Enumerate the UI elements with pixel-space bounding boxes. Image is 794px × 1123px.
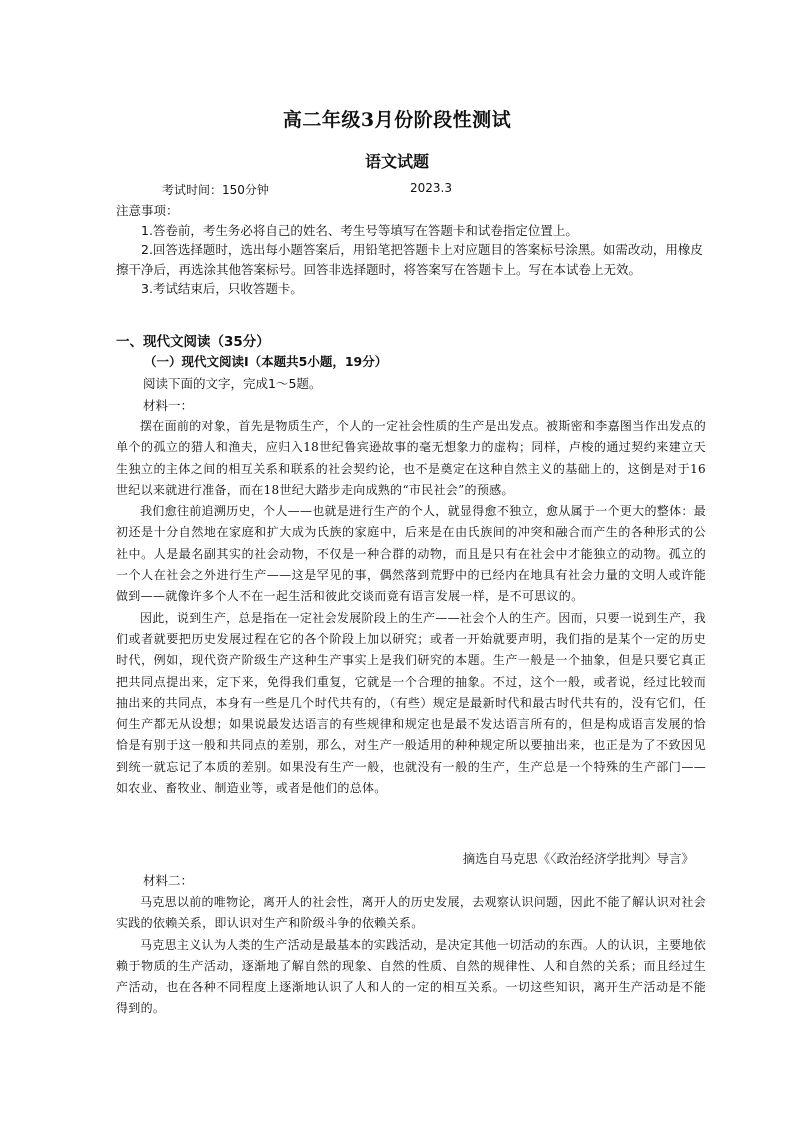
material1-text	[116, 416, 706, 799]
notes-heading: 注意事项：	[116, 203, 179, 218]
exam-notes	[116, 201, 706, 299]
exam-date: 2023.3	[410, 181, 452, 195]
material2-label: 材料二：	[143, 873, 194, 888]
note-item: 1.答卷前，考生务必将自己的姓名、考生号等填写在答题卡和试卷指定位置上。	[141, 222, 578, 238]
exam-title: 高二年级3月份阶段性测试	[282, 109, 512, 131]
material2-paragraph: 马克思以前的唯物论，离开人的社会性，离开人的历史发展，去观察认识问题，因此不能了解认识对社会实践的依赖关系，即认识对生产和阶级斗争的依赖关系。	[116, 895, 706, 931]
subsection-heading: （一）现代文阅读Ⅰ（本题共5小题，19分）	[144, 354, 388, 369]
note-item: 3.考试结束后，只收答题卡。	[141, 281, 303, 296]
material2-text	[116, 892, 706, 1020]
material2-paragraph: 马克思主义认为人类的生产活动是最基本的实践活动，是决定其他一切活动的东西。人的认识，主要地依赖于物质的生产活动，逐渐地了解自然的现象、自然的性质、自然的规律性、人和自然的关系；而且经过生产活动，也在各种不同程度上逐渐地认识了人和人的一定的相互关系。一切这些知识，离开生产活动是不能得到的。	[116, 937, 706, 1016]
note-item: 2.回答选择题时，选出每小题答案后，用铅笔把答题卡上对应题目的答案标号涂黑。如需改动，用橡皮擦干净后，再选涂其他答案标号。回答非选择题时，将答案写在答题卡上。写在本试卷上无效。	[116, 242, 703, 277]
material1-paragraph: 摆在面前的对象，首先是物质生产，个人的一定社会性质的生产是出发点。被斯密和李嘉图当作出发点的单个的孤立的猎人和渔夫，应归入18世纪鲁宾逊故事的毫无想象力的虚构；同样，卢梭的通过契约来建立天生独立的主体之间的相互关系和联系的社会契约论，也不是奠定在这种自然主义的基础上的，这倒是对于16世纪以来就进行准备，而在18世纪大踏步走向成熟的“市民社会”的预感。	[116, 419, 706, 497]
material1-label: 材料一：	[143, 398, 194, 413]
material1-paragraph: 因此，说到生产，总是指在一定社会发展阶段上的生产——社会个人的生产。因而，只要一说到生产，我们或者就要把历史发展过程在它的各个阶段上加以研究；或者一开始就要声明，我们指的是某个一定的历史时代，例如，现代资产阶级生产这种生产事实上是我们研究的本题。生产一般是一个抽象，但是只要它真正把共同点提出来，定下来，免得我们重复，它就是一个合理的抽象。不过，这个一般，或者说，经过比较而抽出来的共同点，本身有一些是几个时代共有的，（有些）规定是最新时代和最古时代共有的，没有它们，任何生产都无从设想；如果说最发达语言的有些规律和规定也是最不发达语言所有的，但是构成语言发展的恰恰是有别于这一般和共同点的差别，那么，对生产一般适用的种种规定所以要抽出来，也正是为了不致因见到统一就忘记了本质的差别。如果没有生产一般，也就没有一般的生产，生产总是一个特殊的生产部门——如农业、畜牧业、制造业等，或者是他们的总体。	[116, 610, 706, 796]
reading-instruction: 阅读下面的文字，完成1～5题。	[143, 376, 322, 391]
material1-paragraph: 我们愈往前追溯历史，个人——也就是进行生产的个人，就显得愈不独立，愈从属于一个更大的整体：最初还是十分自然地在家庭和扩大成为氏族的家庭中，后来是在由氏族间的冲突和融合而产生的各种形式的公社中。人是最名副其实的社会动物，不仅是一种合群的动物，而且是只有在社会中才能独立的动物。孤立的一个人在社会之外进行生产——这是罕见的事，偶然落到荒野中的已经内在地具有社会力量的文明人或许能做到——就像许多个人不在一起生活和彼此交谈而竟有语言发展一样，是不可思议的。	[116, 504, 706, 604]
exam-meta	[162, 181, 452, 198]
subject-title: 语文试题	[364, 152, 429, 171]
material1-source: 摘选自马克思《〈政治经济学批判〉导言》	[462, 851, 694, 866]
exam-time: 考试时间：150分钟	[162, 183, 269, 197]
section-heading: 一、现代文阅读（35分）	[116, 334, 270, 350]
